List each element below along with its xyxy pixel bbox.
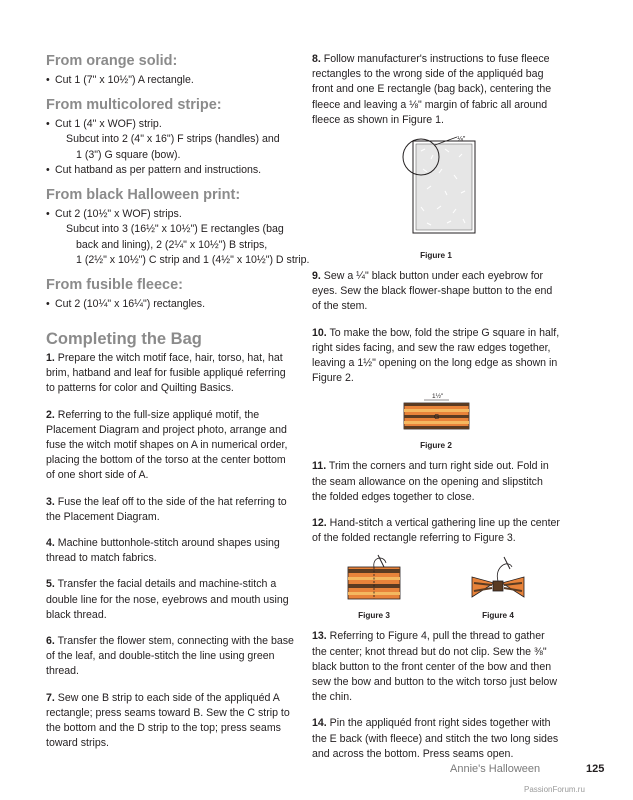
step-5: 5. Transfer the facial details and machine-stitch a double line for the nose, eyebrows and mouth using black thread. bbox=[46, 578, 289, 621]
figure-4 bbox=[436, 553, 560, 621]
cut-item: • Cut hatband as per pattern and instructions. bbox=[46, 163, 296, 179]
step-8: 8. Follow manufacturer's instructions to fuse fleece rectangles to the wrong side of the appliquéd bag front and one E rectangle (bag back), centering the fleece and leaving a ⅛" margin of fabric all around fleece as shown in Figure 1. bbox=[312, 53, 552, 126]
subcut-line: 1 (2½" x 10½") C strip and 1 (4½" x 10½") D strip. bbox=[76, 254, 310, 266]
figure-1 bbox=[312, 135, 560, 261]
cut-item: • Cut 2 (10¼" x 16¼") rectangles. bbox=[46, 297, 296, 313]
left-column bbox=[46, 52, 310, 762]
figure-2-caption: Figure 2 bbox=[420, 441, 452, 451]
bow-strip-diagram bbox=[361, 391, 511, 435]
step-14: 14. Pin the appliquéd front right sides together with the E back (with fleece) and stitch the two long sides and across the bottom. Press seams open. bbox=[312, 717, 559, 760]
step-12: 12. Hand-stitch a vertical gathering line up the center of the folded rectangle referring to Figure 3. bbox=[312, 517, 560, 545]
cut-item: • Cut 1 (4" x WOF) strip. bbox=[46, 117, 296, 133]
step-3: 3. Fuse the leaf off to the side of the hat referring to the Placement Diagram. bbox=[46, 495, 287, 523]
figure-3-caption: Figure 3 bbox=[358, 611, 390, 621]
step-13: 13. Referring to Figure 4, pull the thread to gather the center; knot thread but do not clip. Sew the ⅜" black button to the front center of the bow and then sew the bow and button to the witch torso just below the chin. bbox=[312, 630, 557, 704]
figure-4-caption: Figure 4 bbox=[482, 611, 514, 621]
gathered-strip-diagram bbox=[312, 553, 436, 605]
subhead-orange: From orange solid: bbox=[46, 53, 178, 69]
subcut-line: 1 (3") G square (bow). bbox=[76, 148, 181, 161]
step-9: 9. Sew a ¼" black button under each eyebrow for eyes. Sew the black flower-shape button to the end of the stem. bbox=[312, 270, 553, 313]
subhead-black: From black Halloween print: bbox=[46, 186, 241, 203]
page-number: 125 bbox=[586, 763, 605, 775]
step-6: 6. Transfer the flower stem, connecting with the base of the leaf, and double-stitch the line using green thread. bbox=[46, 635, 294, 678]
figures-3-4 bbox=[312, 553, 560, 621]
figure-2 bbox=[312, 391, 560, 451]
bow-diagram bbox=[436, 553, 560, 605]
subhead-fleece: From fusible fleece: bbox=[46, 276, 183, 293]
section-heading: Completing the Bag bbox=[46, 330, 202, 348]
subcut-line: Subcut into 3 (16½" x 10½") E rectangles (bag bbox=[66, 223, 284, 235]
step-1: 1. Prepare the witch motif face, hair, torso, hat, hat brim, hatband and leaf for fusible appliqué referring to patterns for color and Quilting Basics. bbox=[46, 352, 286, 395]
fleece-diagram bbox=[361, 135, 511, 245]
figure-3 bbox=[312, 553, 436, 621]
book-title: Annie's Halloween bbox=[450, 763, 541, 775]
watermark: PassionForum.ru bbox=[524, 785, 585, 794]
g-label: G bbox=[434, 414, 440, 422]
subcut-line: back and lining), 2 (2¼" x 10½") B strips, bbox=[76, 238, 268, 251]
subcut-line: Subcut into 2 (4" x 16") F strips (handles) and bbox=[66, 133, 280, 145]
step-11: 11. Trim the corners and turn right side out. Fold in the seam allowance on the opening and slipstitch the folded edges together to close. bbox=[312, 460, 549, 503]
step-7: 7. Sew one B strip to each side of the appliquéd A rectangle; press seams toward B. Sew the C strip to the bottom and the D strip to the top; press seams toward strips. bbox=[46, 691, 290, 750]
opening-dimension: 1½" bbox=[432, 393, 444, 401]
right-column bbox=[312, 52, 560, 773]
margin-label: ⅛" bbox=[457, 136, 466, 144]
step-10: 10. To make the bow, fold the stripe G square in half, right sides facing, and sew the raw edges together, leaving a 1½" opening on the long edge as shown in Figure 2. bbox=[312, 326, 560, 385]
figure-1-caption: Figure 1 bbox=[420, 251, 452, 261]
subhead-stripe: From multicolored stripe: bbox=[46, 96, 222, 113]
step-4: 4. Machine buttonhole-stitch around shapes using thread to match fabrics. bbox=[46, 537, 280, 565]
cut-item: • Cut 1 (7" x 10½") A rectangle. bbox=[46, 73, 296, 89]
cut-item: • Cut 2 (10½" x WOF) strips. bbox=[46, 207, 296, 223]
step-2: 2. Referring to the full-size appliqué motif, the Placement Diagram and project photo, arrange and fuse the witch motif shapes on A in numerical order, placing the bottom of the torso at the center bottom of one short side of A. bbox=[46, 408, 288, 482]
